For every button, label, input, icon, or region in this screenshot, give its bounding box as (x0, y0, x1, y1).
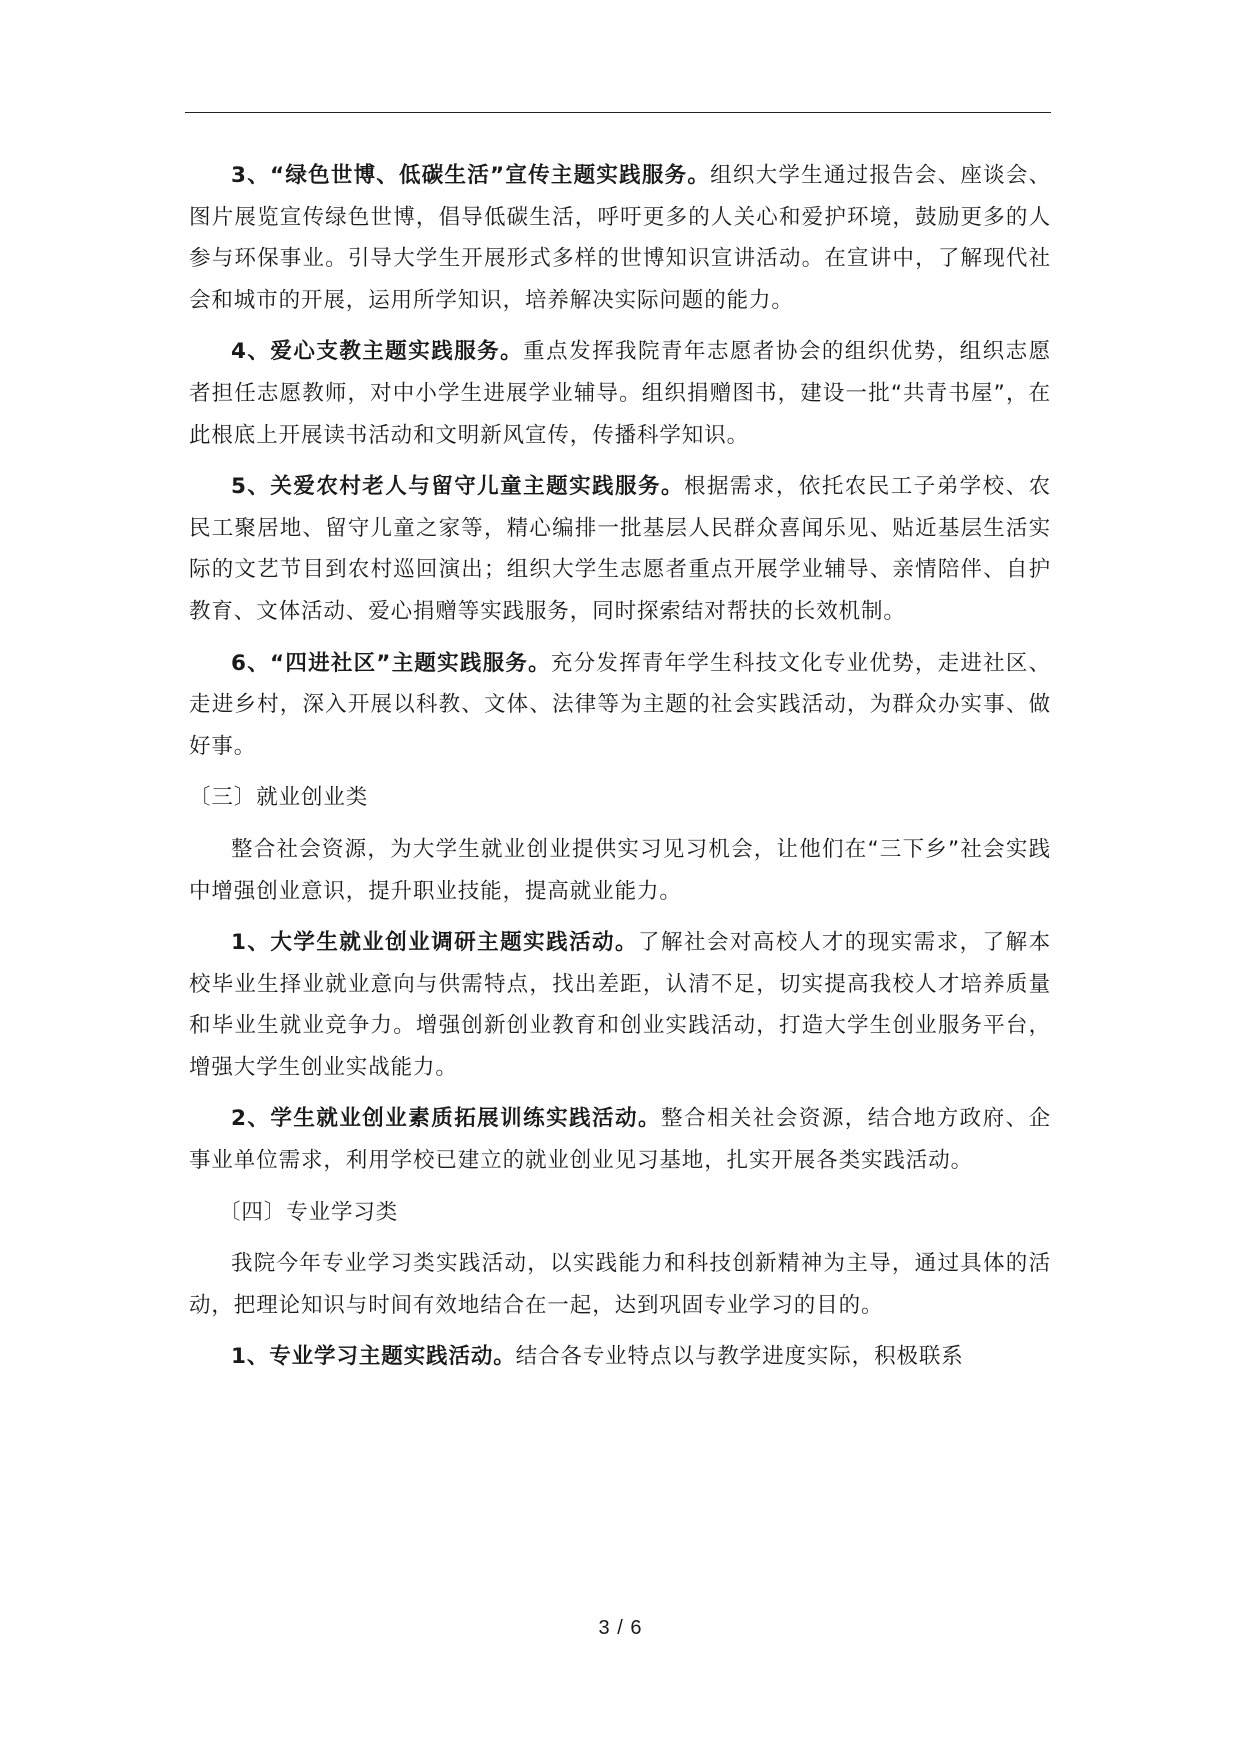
paragraph-lead: 6、“四进社区”主题实践服务。 (231, 650, 551, 676)
paragraph-lead: 5、关爱农村老人与留守儿童主题实践服务。 (231, 474, 684, 500)
section-intro-employment: 整合社会资源，为大学生就业创业提供实习见习机会，让他们在“三下乡”社会实践中增强创业意识，提升职业技能，提高就业能力。 (189, 836, 1051, 904)
paragraph-text: 整合相关社会资源，结合地方政府、企事业单位需求，利用学校已建立的就业创业见习基地，扎实开展各类实践活动。 (189, 1106, 1052, 1174)
paragraph-lead: 1、专业学习主题实践活动。 (231, 1344, 516, 1370)
paragraph-community (189, 643, 1051, 768)
section-heading-professional: 〔四〕专业学习类 (219, 1199, 399, 1225)
paragraph-text: 了解社会对高校人才的现实需求，了解本校毕业生择业就业意向与供需特点，找出差距，认清不足，切实提高我校人才培养质量和毕业生就业竞争力。增强创新创业教育和创业实践活动，打造大学生创业服务平台，增强大学生创业实战能力。 (189, 930, 1051, 1080)
paragraph-lead: 1、大学生就业创业调研主题实践活动。 (231, 930, 639, 956)
paragraph-text: 充分发挥青年学生科技文化专业优势，走进社区、走进乡村，深入开展以科教、文体、法律等为主题的社会实践活动，为群众办实事、做好事。 (189, 650, 1051, 759)
page-number: 3 / 6 (598, 1617, 643, 1639)
paragraph-text: 根据需求，依托农民工子弟学校、农民工聚居地、留守儿童之家等，精心编排一批基层人民群众喜闻乐见、贴近基层生活实际的文艺节目到农村巡回演出；组织大学生志愿者重点开展学业辅导、亲情陪伴、自护教育、文体活动、爱心捐赠等实践服务，同时探索结对帮扶的长效机制。 (189, 474, 1051, 624)
paragraph-lead: 4、爱心支教主题实践服务。 (231, 339, 524, 365)
paragraph-text: 重点发挥我院青年志愿者协会的组织优势，组织志愿者担任志愿教师，对中小学生进展学业辅导。组织捐赠图书，建设一批“共青书屋”，在此根底上开展读书活动和文明新风宣传，传播科学知识。 (189, 339, 1051, 448)
section-intro-professional: 我院今年专业学习类实践活动，以实践能力和科技创新精神为主导，通过具体的活动，把理论知识与时间有效地结合在一起，达到巩固专业学习的目的。 (189, 1251, 1051, 1318)
paragraph-rural-care (189, 466, 1051, 632)
paragraph-employment-training (189, 1098, 1051, 1181)
paragraph-green-expo (189, 155, 1051, 321)
header-rule (185, 112, 1051, 113)
paragraph-text: 组织大学生通过报告会、座谈会、图片展览宣传绿色世博，倡导低碳生活，呼吁更多的人关心和爱护环境，鼓励更多的人参与环保事业。引导大学生开展形式多样的世博知识宣讲活动。在宣讲中，了解现代社会和城市的开展，运用所学知识，培养解决实际问题的能力。 (189, 163, 1051, 313)
document-body (189, 155, 1051, 1388)
paragraph-teaching (189, 331, 1051, 456)
paragraph-lead: 3、“绿色世博、低碳生活”宣传主题实践服务。 (231, 163, 711, 188)
paragraph-lead: 2、学生就业创业素质拓展训练实践活动。 (231, 1106, 661, 1132)
paragraph-employment-survey (189, 922, 1051, 1088)
paragraph-professional (189, 1336, 1051, 1378)
section-heading-employment: 〔三〕就业创业类 (189, 785, 369, 811)
paragraph-text: 结合各专业特点以与教学进度实际，积极联系 (515, 1344, 964, 1370)
